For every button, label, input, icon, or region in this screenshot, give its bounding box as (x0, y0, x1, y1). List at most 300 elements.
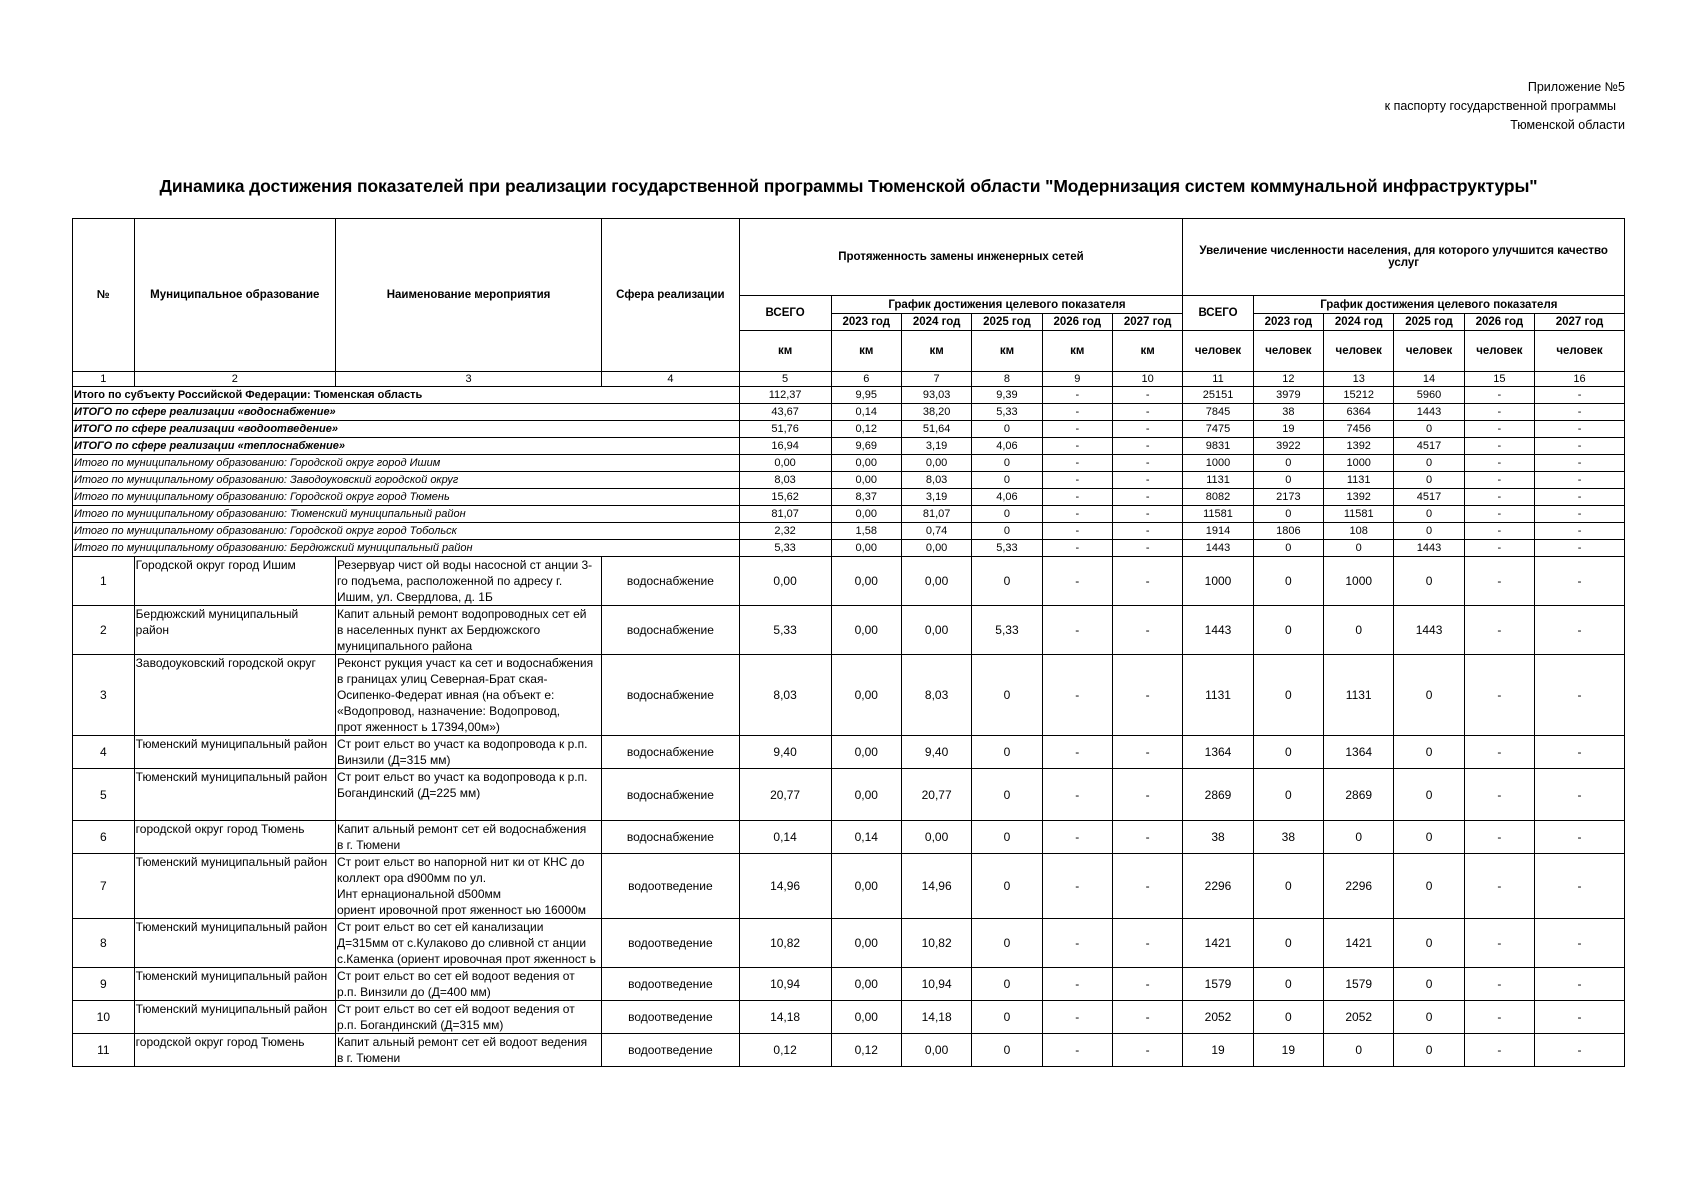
row-value: 1421 (1324, 919, 1394, 968)
summary-value: 9,95 (831, 387, 901, 404)
summary-row (73, 506, 1625, 523)
summary-value: 1131 (1324, 472, 1394, 489)
header-unit-people: человек (1253, 331, 1323, 372)
column-number: 1 (73, 372, 135, 387)
row-value: 0,00 (831, 1001, 901, 1034)
row-value: 0 (1324, 1034, 1394, 1067)
column-number: 4 (602, 372, 739, 387)
summary-value: 0 (1394, 523, 1464, 540)
summary-value: - (1042, 540, 1112, 557)
summary-value: - (1042, 387, 1112, 404)
row-value: - (1112, 736, 1182, 769)
summary-value: - (1112, 540, 1182, 557)
column-number: 3 (335, 372, 601, 387)
summary-value: 8,03 (739, 472, 831, 489)
summary-value: 0,00 (901, 540, 971, 557)
row-value: 0 (972, 1001, 1042, 1034)
summary-value: 9831 (1183, 438, 1253, 455)
summary-value: 0 (972, 472, 1042, 489)
summary-value: 0 (1394, 455, 1464, 472)
row-number: 5 (73, 769, 135, 821)
header-unit-people: человек (1183, 331, 1253, 372)
summary-row (73, 421, 1625, 438)
row-value: - (1535, 821, 1625, 854)
row-value: 2869 (1324, 769, 1394, 821)
summary-row (73, 523, 1625, 540)
header-municipality: Муниципальное образование (134, 219, 335, 372)
appendix-line-2: к паспорту государственной программы (1384, 99, 1616, 113)
column-numbers-row (73, 372, 1625, 387)
summary-value: 0 (972, 523, 1042, 540)
row-value: 10,82 (739, 919, 831, 968)
row-municipality: Тюменский муниципальный район (134, 736, 335, 769)
row-value: - (1042, 919, 1112, 968)
row-value: - (1042, 655, 1112, 736)
row-value: 9,40 (901, 736, 971, 769)
row-value: 0 (972, 968, 1042, 1001)
row-value: 1421 (1183, 919, 1253, 968)
summary-value: 4517 (1394, 489, 1464, 506)
summary-value: 8,03 (901, 472, 971, 489)
row-value: 0,00 (901, 821, 971, 854)
summary-value: - (1112, 404, 1182, 421)
row-value: 0 (1394, 1034, 1464, 1067)
row-value: 0,00 (739, 557, 831, 606)
summary-spacer (602, 506, 739, 523)
header-unit-km: км (739, 331, 831, 372)
row-sphere: водоотведение (602, 854, 739, 919)
summary-value: 4517 (1394, 438, 1464, 455)
row-value: 0,14 (739, 821, 831, 854)
summary-spacer (602, 472, 739, 489)
summary-value: 1000 (1324, 455, 1394, 472)
table-row (73, 821, 1625, 854)
row-value: - (1112, 1034, 1182, 1067)
row-value: - (1112, 655, 1182, 736)
summary-value: 19 (1253, 421, 1323, 438)
summary-value: 0 (1394, 421, 1464, 438)
row-value: - (1464, 736, 1534, 769)
summary-value: 0,00 (831, 540, 901, 557)
row-value: - (1535, 854, 1625, 919)
row-municipality: Тюменский муниципальный район (134, 854, 335, 919)
summary-label: Итого по муниципальному образованию: Городской округ город Ишим (73, 455, 135, 472)
summary-value: 0,00 (831, 455, 901, 472)
summary-value: 93,03 (901, 387, 971, 404)
row-municipality: Тюменский муниципальный район (134, 769, 335, 821)
row-value: - (1535, 919, 1625, 968)
column-number: 8 (972, 372, 1042, 387)
row-value: 1000 (1183, 557, 1253, 606)
header-year-2023: 2023 год (1253, 314, 1323, 331)
summary-value: - (1535, 540, 1625, 557)
summary-value: 2,32 (739, 523, 831, 540)
row-value: - (1042, 821, 1112, 854)
row-sphere: водоотведение (602, 919, 739, 968)
summary-spacer (602, 455, 739, 472)
row-value: 0 (972, 769, 1042, 821)
row-value: - (1042, 557, 1112, 606)
summary-value: - (1042, 404, 1112, 421)
row-value: - (1042, 769, 1112, 821)
row-value: 0 (1253, 736, 1323, 769)
summary-value: 9,69 (831, 438, 901, 455)
summary-value: - (1535, 438, 1625, 455)
summary-value: 11581 (1183, 506, 1253, 523)
table-row (73, 919, 1625, 968)
row-value: 1579 (1324, 968, 1394, 1001)
summary-value: 0 (1253, 540, 1323, 557)
row-value: 0,00 (901, 557, 971, 606)
row-value: - (1112, 769, 1182, 821)
summary-value: - (1112, 489, 1182, 506)
summary-value: 1,58 (831, 523, 901, 540)
summary-value: 1443 (1394, 540, 1464, 557)
row-value: 0,00 (831, 606, 901, 655)
summary-value: 0 (972, 506, 1042, 523)
summary-value: 8,37 (831, 489, 901, 506)
row-value: 0,00 (831, 919, 901, 968)
table-row (73, 769, 1625, 821)
row-value: 38 (1253, 821, 1323, 854)
header-unit-people: человек (1535, 331, 1625, 372)
row-activity: Ст роит ельст во сет ей водоот ведения от р.п. Богандинский (Д=315 мм) (335, 1001, 601, 1034)
table-row (73, 655, 1625, 736)
summary-value: - (1112, 421, 1182, 438)
column-number: 13 (1324, 372, 1394, 387)
summary-value: 38 (1253, 404, 1323, 421)
column-number: 7 (901, 372, 971, 387)
row-municipality: Тюменский муниципальный район (134, 919, 335, 968)
row-value: 0,12 (831, 1034, 901, 1067)
row-value: - (1464, 821, 1534, 854)
row-activity: Капит альный ремонт сет ей водоот ведения в г. Тюмени (335, 1034, 601, 1067)
table-row (73, 1034, 1625, 1067)
summary-row (73, 540, 1625, 557)
row-value: 14,18 (739, 1001, 831, 1034)
summary-value: - (1464, 421, 1534, 438)
table-row (73, 1001, 1625, 1034)
summary-value: 1392 (1324, 489, 1394, 506)
row-value: - (1112, 854, 1182, 919)
row-value: - (1535, 655, 1625, 736)
row-value: 1131 (1324, 655, 1394, 736)
summary-value: - (1042, 523, 1112, 540)
column-number: 12 (1253, 372, 1323, 387)
header-unit-km: км (1042, 331, 1112, 372)
summary-value: 38,20 (901, 404, 971, 421)
row-value: - (1464, 854, 1534, 919)
row-value: 0 (1394, 736, 1464, 769)
header-year-2024: 2024 год (1324, 314, 1394, 331)
summary-value: 51,64 (901, 421, 971, 438)
row-value: 14,18 (901, 1001, 971, 1034)
summary-value: 0,00 (831, 506, 901, 523)
summary-value: 0 (1394, 472, 1464, 489)
table-row (73, 968, 1625, 1001)
row-value: 1443 (1394, 606, 1464, 655)
row-value: - (1535, 1034, 1625, 1067)
row-number: 11 (73, 1034, 135, 1067)
summary-label: Итого по муниципальному образованию: Городской округ город Тобольск (73, 523, 135, 540)
column-number: 11 (1183, 372, 1253, 387)
summary-value: 0,12 (831, 421, 901, 438)
row-value: 1364 (1324, 736, 1394, 769)
column-number: 16 (1535, 372, 1625, 387)
summary-value: - (1535, 387, 1625, 404)
summary-value: 81,07 (739, 506, 831, 523)
summary-spacer (335, 421, 601, 438)
summary-value: 25151 (1183, 387, 1253, 404)
summary-label: Итого по муниципальному образованию: Тюменский муниципальный район (73, 506, 135, 523)
table-row (73, 854, 1625, 919)
row-value: 10,94 (739, 968, 831, 1001)
row-value: 0 (972, 821, 1042, 854)
row-activity: Ст роит ельст во сет ей водоот ведения от р.п. Винзили до (Д=400 мм) (335, 968, 601, 1001)
summary-value: 5,33 (739, 540, 831, 557)
row-value: 0 (1394, 854, 1464, 919)
summary-value: 1392 (1324, 438, 1394, 455)
row-number: 4 (73, 736, 135, 769)
row-number: 7 (73, 854, 135, 919)
row-number: 6 (73, 821, 135, 854)
row-value: - (1535, 769, 1625, 821)
row-municipality: Тюменский муниципальный район (134, 1001, 335, 1034)
summary-spacer (602, 387, 739, 404)
document-title: Динамика достижения показателей при реализации государственной программы Тюменской области "Модернизация систем коммунальной инфраструктуры" (159, 176, 1538, 196)
summary-value: - (1464, 540, 1534, 557)
row-value: 2296 (1183, 854, 1253, 919)
summary-value: 108 (1324, 523, 1394, 540)
row-number: 3 (73, 655, 135, 736)
header-group-networks: Протяженность замены инженерных сетей (739, 219, 1183, 296)
summary-spacer (602, 540, 739, 557)
summary-spacer (602, 489, 739, 506)
header-total-km: ВСЕГО (739, 296, 831, 331)
row-activity: Капит альный ремонт сет ей водоснабжения в г. Тюмени (335, 821, 601, 854)
row-value: 0 (1253, 606, 1323, 655)
row-municipality: Заводоуковский городской округ (134, 655, 335, 736)
row-value: 0 (1253, 919, 1323, 968)
row-value: 14,96 (739, 854, 831, 919)
summary-value: - (1112, 506, 1182, 523)
row-value: 0 (1253, 557, 1323, 606)
header-unit-people: человек (1464, 331, 1534, 372)
row-number: 9 (73, 968, 135, 1001)
summary-value: - (1112, 472, 1182, 489)
summary-value: 0,00 (901, 455, 971, 472)
row-value: 0 (1394, 655, 1464, 736)
row-value: 5,33 (739, 606, 831, 655)
row-value: - (1042, 606, 1112, 655)
row-value: 2052 (1324, 1001, 1394, 1034)
summary-value: 1000 (1183, 455, 1253, 472)
table-row (73, 557, 1625, 606)
summary-value: 5,33 (972, 404, 1042, 421)
row-value: - (1042, 968, 1112, 1001)
row-value: 0 (972, 557, 1042, 606)
header-unit-people: человек (1394, 331, 1464, 372)
row-activity: Ст роит ельст во участ ка водопровода к р.п. Богандинский (Д=225 мм) (335, 769, 601, 821)
summary-value: - (1535, 523, 1625, 540)
column-number: 5 (739, 372, 831, 387)
summary-spacer (602, 523, 739, 540)
row-activity: Ст роит ельст во сет ей канализации Д=315мм от с.Кулаково до сливной ст анции с.Каменка (ориент ировочная прот яженност ь (335, 919, 601, 968)
row-municipality: городской округ город Тюмень (134, 821, 335, 854)
row-value: 0 (1324, 606, 1394, 655)
column-number: 15 (1464, 372, 1534, 387)
row-sphere: водоснабжение (602, 821, 739, 854)
row-value: 19 (1253, 1034, 1323, 1067)
header-year-2026: 2026 год (1042, 314, 1112, 331)
summary-value: 7845 (1183, 404, 1253, 421)
row-value: 0 (972, 1034, 1042, 1067)
header-no: № (73, 219, 135, 372)
row-sphere: водоснабжение (602, 606, 739, 655)
row-value: 1000 (1324, 557, 1394, 606)
row-value: - (1112, 606, 1182, 655)
row-value: 0,00 (831, 769, 901, 821)
summary-value: 1131 (1183, 472, 1253, 489)
summary-spacer (335, 438, 601, 455)
summary-value: 15212 (1324, 387, 1394, 404)
summary-value: - (1464, 506, 1534, 523)
summary-label: Итого по муниципальному образованию: Городской округ город Тюмень (73, 489, 135, 506)
header-year-2026: 2026 год (1464, 314, 1534, 331)
summary-value: - (1112, 455, 1182, 472)
header-year-2025: 2025 год (1394, 314, 1464, 331)
row-value: 0 (972, 919, 1042, 968)
row-value: - (1042, 1001, 1112, 1034)
row-value: - (1464, 919, 1534, 968)
row-municipality: городской округ город Тюмень (134, 1034, 335, 1067)
row-value: 20,77 (901, 769, 971, 821)
row-sphere: водоснабжение (602, 557, 739, 606)
row-value: - (1535, 736, 1625, 769)
row-value: 0 (1394, 968, 1464, 1001)
header-group-population: Увеличение численности населения, для которого улучшится качество услуг (1183, 219, 1625, 296)
row-sphere: водоснабжение (602, 736, 739, 769)
row-value: - (1464, 1034, 1534, 1067)
row-number: 2 (73, 606, 135, 655)
row-value: - (1464, 606, 1534, 655)
row-activity: Ст роит ельст во напорной нит ки от КНС до коллект ора d900мм по ул. Инт ернациональной d500мм ориент ировочной прот яженност ью 16000м (335, 854, 601, 919)
row-number: 8 (73, 919, 135, 968)
summary-value: - (1464, 455, 1534, 472)
column-number: 2 (134, 372, 335, 387)
row-value: 0 (1394, 557, 1464, 606)
row-number: 10 (73, 1001, 135, 1034)
row-value: 0 (972, 736, 1042, 769)
row-value: - (1464, 1001, 1534, 1034)
summary-value: - (1535, 421, 1625, 438)
summary-value: - (1464, 404, 1534, 421)
row-sphere: водоотведение (602, 968, 739, 1001)
summary-value: 0,14 (831, 404, 901, 421)
row-value: 0,00 (901, 1034, 971, 1067)
summary-row (73, 387, 1625, 404)
summary-value: 6364 (1324, 404, 1394, 421)
summary-value: 112,37 (739, 387, 831, 404)
summary-value: 11581 (1324, 506, 1394, 523)
summary-value: 0 (972, 455, 1042, 472)
row-value: 0 (1253, 854, 1323, 919)
appendix-line-3: Тюменской области (1510, 118, 1625, 132)
summary-label: ИТОГО по сфере реализации «водоснабжение» (73, 404, 135, 421)
row-value: 0,00 (831, 854, 901, 919)
summary-value: 0,00 (739, 455, 831, 472)
summary-value: 8082 (1183, 489, 1253, 506)
row-sphere: водоснабжение (602, 655, 739, 736)
summary-value: 0,00 (831, 472, 901, 489)
summary-row (73, 489, 1625, 506)
row-municipality: Городской округ город Ишим (134, 557, 335, 606)
summary-value: 0 (1394, 506, 1464, 523)
summary-value: 1914 (1183, 523, 1253, 540)
summary-value: 4,06 (972, 438, 1042, 455)
summary-row (73, 455, 1625, 472)
header-schedule-people: График достижения целевого показателя (1253, 296, 1624, 314)
summary-value: 1443 (1394, 404, 1464, 421)
row-value: 0,14 (831, 821, 901, 854)
summary-value: - (1535, 404, 1625, 421)
summary-value: 51,76 (739, 421, 831, 438)
row-value: - (1464, 968, 1534, 1001)
row-value: 0,00 (831, 655, 901, 736)
row-value: - (1535, 606, 1625, 655)
summary-value: 16,94 (739, 438, 831, 455)
summary-value: 0 (972, 421, 1042, 438)
row-value: 0 (972, 655, 1042, 736)
summary-row (73, 404, 1625, 421)
row-value: 0 (1394, 1001, 1464, 1034)
summary-value: - (1042, 421, 1112, 438)
row-value: - (1535, 1001, 1625, 1034)
summary-value: 7475 (1183, 421, 1253, 438)
row-value: 1443 (1183, 606, 1253, 655)
row-value: 0 (1394, 769, 1464, 821)
column-number: 14 (1394, 372, 1464, 387)
summary-value: 15,62 (739, 489, 831, 506)
row-value: - (1535, 968, 1625, 1001)
table-row (73, 736, 1625, 769)
row-value: - (1112, 557, 1182, 606)
column-number: 6 (831, 372, 901, 387)
summary-label: ИТОГО по сфере реализации «теплоснабжение» (73, 438, 135, 455)
row-activity: Реконст рукция участ ка сет и водоснабжения в границах улиц Северная-Брат ская- Осипенко-Федерат ивная (на объект е: «Водопровод, назначение: Водопровод, прот яженност ь 17394,00м») (335, 655, 601, 736)
column-number: 9 (1042, 372, 1112, 387)
row-sphere: водоотведение (602, 1001, 739, 1034)
summary-value: - (1042, 438, 1112, 455)
row-value: 0,00 (831, 557, 901, 606)
summary-value: - (1042, 455, 1112, 472)
summary-label: Итого по муниципальному образованию: Бердюжский муниципальный район (73, 540, 135, 557)
row-value: 9,40 (739, 736, 831, 769)
summary-value: 81,07 (901, 506, 971, 523)
header-unit-km: км (972, 331, 1042, 372)
summary-spacer (602, 421, 739, 438)
summary-label: Итого по муниципальному образованию: Заводоуковский городской округ (73, 472, 135, 489)
summary-value: 1443 (1183, 540, 1253, 557)
row-activity: Резервуар чист ой воды насосной ст анции 3- го подъема, расположенной по адресу г. Ишим, ул. Свердлова, д. 1Б (335, 557, 601, 606)
summary-value: 5960 (1394, 387, 1464, 404)
header-sphere: Сфера реализации (602, 219, 739, 372)
summary-value: 0 (1324, 540, 1394, 557)
summary-value: 3922 (1253, 438, 1323, 455)
summary-value: - (1042, 489, 1112, 506)
summary-value: - (1464, 489, 1534, 506)
table-body (73, 387, 1625, 1067)
